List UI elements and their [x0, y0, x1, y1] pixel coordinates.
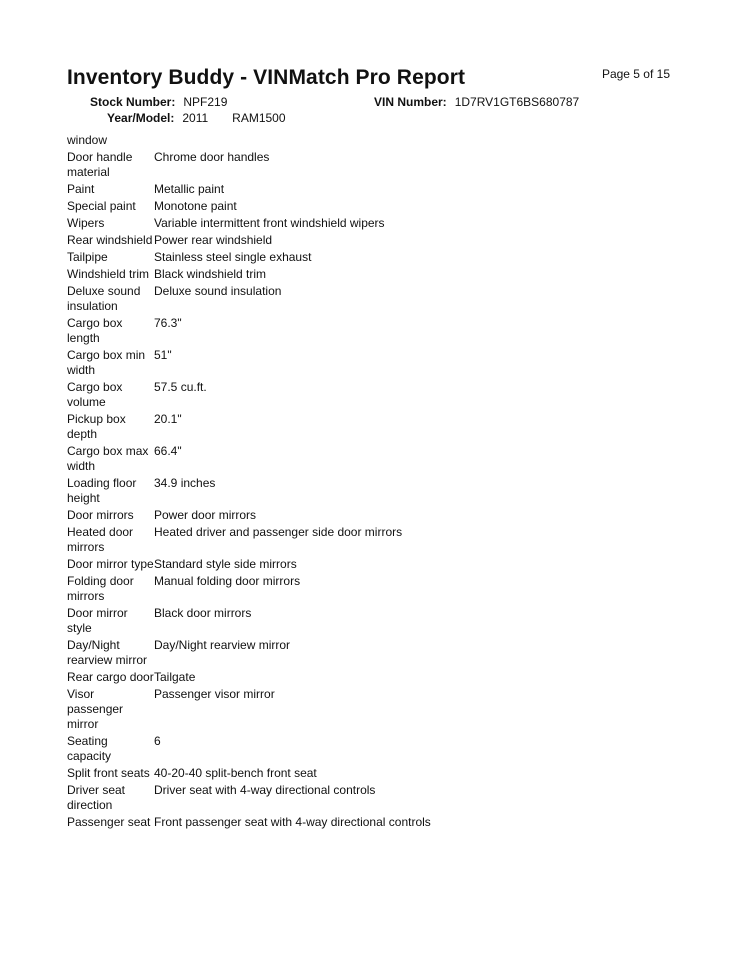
spec-label: Loading floor height: [67, 476, 137, 505]
spec-label: Deluxe sound insulation: [67, 284, 141, 313]
spec-value: 51": [154, 348, 172, 362]
vin-number: [374, 95, 579, 109]
stock-number-value: NPF219: [183, 95, 228, 109]
spec-row: [67, 380, 687, 412]
spec-value: 76.3": [154, 316, 182, 330]
spec-row: [67, 182, 687, 199]
spec-row: [67, 444, 687, 476]
spec-row: [67, 670, 687, 687]
spec-label: Wipers: [67, 216, 105, 230]
spec-label: Special paint: [67, 199, 136, 213]
year-model-label: Year/Model:: [107, 111, 175, 125]
spec-row: [67, 766, 687, 783]
spec-value: Power rear windshield: [154, 233, 273, 247]
spec-label: Day/Night rearview mirror: [67, 638, 148, 667]
spec-label: Paint: [67, 182, 95, 196]
spec-value: Standard style side mirrors: [154, 557, 297, 571]
spec-row: [67, 316, 687, 348]
spec-row: [67, 133, 687, 150]
spec-label: Visor passenger mirror: [67, 687, 124, 731]
spec-value: Deluxe sound insulation: [154, 284, 282, 298]
spec-row: [67, 734, 687, 766]
spec-label: Door mirrors: [67, 508, 134, 522]
spec-label: Heated door mirrors: [67, 525, 134, 554]
spec-value: 34.9 inches: [154, 476, 216, 490]
year-model: [107, 111, 286, 125]
spec-value: Stainless steel single exhaust: [154, 250, 312, 264]
vin-number-value: 1D7RV1GT6BS680787: [454, 95, 580, 109]
model-value: RAM1500: [232, 111, 286, 125]
spec-label: Split front seats: [67, 766, 150, 780]
spec-value: Passenger visor mirror: [154, 687, 275, 701]
spec-value: Black door mirrors: [154, 606, 252, 620]
spec-row: [67, 412, 687, 444]
spec-row: [67, 687, 687, 734]
spec-value: Black windshield trim: [154, 267, 267, 281]
spec-label: Tailpipe: [67, 250, 108, 264]
spec-row: [67, 815, 687, 832]
spec-label: Door mirror style: [67, 606, 128, 635]
spec-value: Manual folding door mirrors: [154, 574, 301, 588]
spec-value: Chrome door handles: [154, 150, 270, 164]
spec-label: Cargo box length: [67, 316, 123, 345]
spec-row: [67, 525, 687, 557]
spec-row: [67, 783, 687, 815]
spec-row: [67, 476, 687, 508]
spec-row: [67, 216, 687, 233]
spec-row: [67, 250, 687, 267]
spec-value: [154, 133, 687, 148]
spec-row: [67, 574, 687, 606]
spec-value: 57.5 cu.ft.: [154, 380, 207, 394]
report-title: Inventory Buddy - VINMatch Pro Report: [67, 66, 466, 89]
vin-number-label: VIN Number:: [374, 95, 447, 109]
spec-label: Door handle material: [67, 150, 133, 179]
spec-row: [67, 606, 687, 638]
stock-number: [90, 95, 227, 109]
spec-label: Folding door mirrors: [67, 574, 134, 603]
spec-row: [67, 557, 687, 574]
spec-label: Windshield trim: [67, 267, 150, 281]
spec-row: [67, 267, 687, 284]
spec-value: 6: [154, 734, 161, 748]
stock-number-label: Stock Number:: [90, 95, 176, 109]
spec-value: Power door mirrors: [154, 508, 257, 522]
spec-label: Rear cargo door: [67, 670, 154, 684]
spec-table: [67, 133, 687, 832]
spec-value: Monotone paint: [154, 199, 237, 213]
spec-value: Day/Night rearview mirror: [154, 638, 291, 652]
spec-row: [67, 638, 687, 670]
spec-label: Cargo box max width: [67, 444, 149, 473]
spec-label: Cargo box min width: [67, 348, 146, 377]
spec-row: [67, 199, 687, 216]
spec-value: 20.1": [154, 412, 182, 426]
spec-value: Heated driver and passenger side door mirrors: [154, 525, 403, 539]
spec-row: [67, 348, 687, 380]
spec-value: Variable intermittent front windshield wipers: [154, 216, 385, 230]
spec-value: Tailgate: [154, 670, 196, 684]
spec-label: Passenger seat: [67, 815, 151, 829]
spec-label: Pickup box depth: [67, 412, 126, 441]
spec-row: [67, 284, 687, 316]
spec-row: [67, 233, 687, 250]
spec-row: [67, 508, 687, 525]
spec-value: Driver seat with 4-way directional controls: [154, 783, 376, 797]
spec-value: Metallic paint: [154, 182, 225, 196]
spec-row: [67, 150, 687, 182]
spec-label: Door mirror type: [67, 557, 154, 571]
spec-value: 40-20-40 split-bench front seat: [154, 766, 317, 780]
spec-label: Rear windshield: [67, 233, 153, 247]
year-value: 2011: [182, 111, 209, 125]
spec-label: Driver seat direction: [67, 783, 126, 812]
spec-label: Cargo box volume: [67, 380, 123, 409]
spec-label: Seating capacity: [67, 734, 112, 763]
spec-value: 66.4": [154, 444, 182, 458]
spec-value: Front passenger seat with 4-way directional controls: [154, 815, 431, 829]
page-number: Page 5 of 15: [601, 67, 670, 81]
spec-label: window: [67, 133, 108, 147]
